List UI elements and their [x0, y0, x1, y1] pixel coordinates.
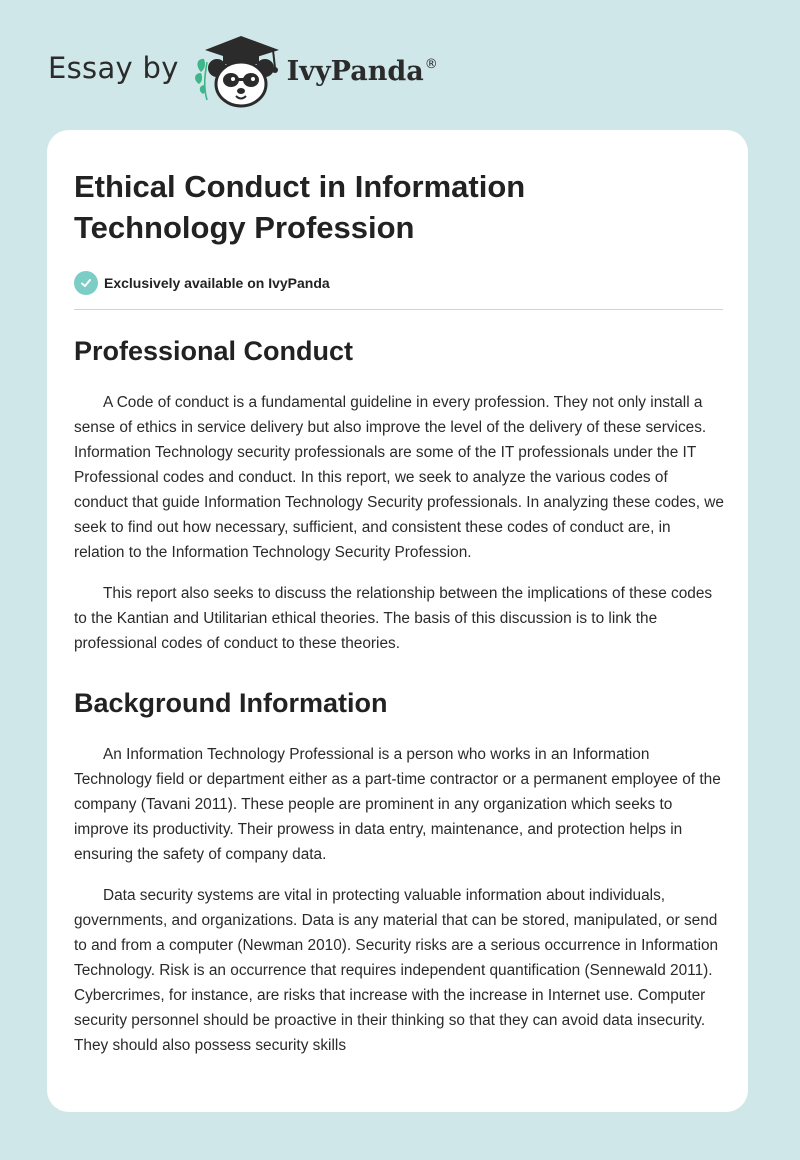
article-title: Ethical Conduct in Information Technology Profession [74, 169, 526, 245]
brand-logo[interactable] [48, 34, 438, 110]
panda-mascot-icon [193, 34, 285, 110]
badge-text: Exclusively available on IvyPanda [104, 275, 330, 291]
paragraph: Data security systems are vital in protecting valuable information about individuals, governments, and organizations. Data is any material that can be stored, manipulated, or send to and from a computer (Newman 2010). Security risks are a serious occurrence in Information Technology. Risk is an occurrence that requires independent quantification (Sennewald 2011). Cybercrimes, for instance, are risks that increase with the increase in Internet use. Computer security personnel should be proactive in their thinking so that they can avoid data insecurity. They should also possess security skills [74, 887, 719, 1054]
exclusive-badge [74, 271, 722, 295]
divider [74, 309, 723, 310]
section-heading-background-information: Background Information [74, 688, 388, 718]
section-heading-professional-conduct: Professional Conduct [74, 336, 354, 366]
brand-prefix: Essay by [48, 51, 179, 85]
brand-name: IvyPanda® [286, 55, 438, 87]
paragraph: This report also seeks to discuss the relationship between the implications of these codes to the Kantian and Utilitarian ethical theories. The basis of this discussion is to link the professional codes of conduct to these theories. [74, 585, 713, 652]
check-icon [74, 271, 98, 295]
article-card [47, 130, 748, 1112]
paragraph: A Code of conduct is a fundamental guideline in every profession. They not only install a sense of ethics in service delivery but also improve the level of the delivery of these services. Information Technology security professionals are some of the IT professionals under the IT Professional codes and conduct. In this report, we seek to analyze the various codes of conduct that guide Information Technology Security professionals. In analyzing these codes, we seek to find out how necessary, sufficient, and consistent these codes of conduct are, in relation to the Information Technology Security Profession. [74, 394, 724, 561]
paragraph: An Information Technology Professional is a person who works in an Information Technology field or department either as a part-time contractor or a permanent employee of the company (Tavani 2011). These people are prominent in any organization which seeks to improve its productivity. Their prowess in data entry, maintenance, and protection helps in ensuring the safety of company data. [74, 746, 721, 863]
